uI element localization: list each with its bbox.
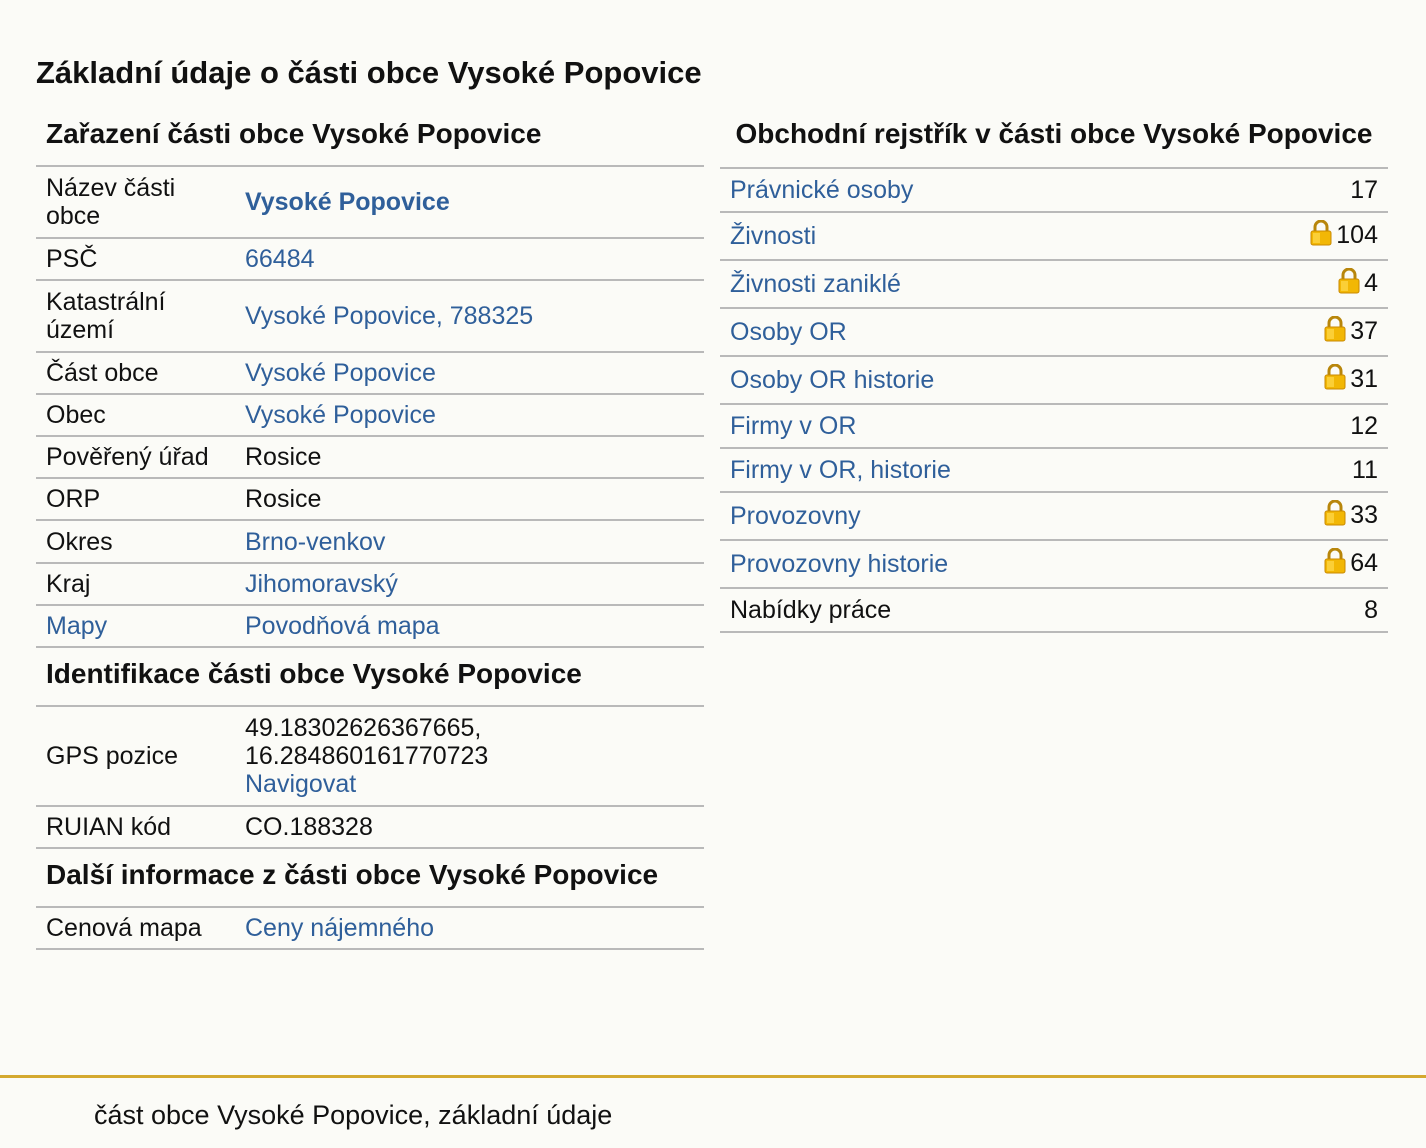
registry-count: 104 bbox=[1336, 221, 1378, 249]
table-row bbox=[720, 448, 1388, 492]
row-label: Okres bbox=[36, 520, 235, 563]
row-label: Pověřený úřad bbox=[36, 436, 235, 478]
registry-count: 33 bbox=[1350, 501, 1378, 529]
registry-link[interactable]: Provozovny bbox=[730, 502, 861, 530]
row-value bbox=[235, 238, 704, 280]
registry-count: 4 bbox=[1364, 269, 1378, 297]
table-row bbox=[36, 908, 704, 949]
registry-count: 31 bbox=[1350, 365, 1378, 393]
registry-link[interactable]: Osoby OR bbox=[730, 318, 847, 346]
row-label: RUIAN kód bbox=[36, 806, 235, 848]
registry-count: 12 bbox=[1350, 412, 1378, 440]
registry-count-cell bbox=[1210, 356, 1388, 404]
lock-icon bbox=[1338, 268, 1360, 300]
table-row bbox=[720, 356, 1388, 404]
table-row bbox=[36, 238, 704, 280]
identification-table bbox=[36, 707, 704, 849]
table-row bbox=[36, 167, 704, 238]
registry-label bbox=[720, 212, 1210, 260]
classification-title: Zařazení části obce Vysoké Popovice bbox=[36, 108, 704, 167]
table-row bbox=[36, 806, 704, 848]
classification-table bbox=[36, 167, 704, 648]
row-value bbox=[235, 707, 704, 806]
footer-divider bbox=[0, 1075, 1426, 1078]
registry-count: 17 bbox=[1350, 176, 1378, 204]
row-label: Kraj bbox=[36, 563, 235, 605]
row-label: PSČ bbox=[36, 238, 235, 280]
lock-icon bbox=[1324, 364, 1346, 396]
table-row bbox=[36, 520, 704, 563]
table-row bbox=[36, 352, 704, 394]
part-name-link[interactable]: Vysoké Popovice bbox=[245, 188, 450, 216]
registry-count: 64 bbox=[1350, 549, 1378, 577]
more-info-table bbox=[36, 908, 704, 950]
registry-count-cell bbox=[1210, 169, 1388, 212]
table-row bbox=[36, 605, 704, 647]
registry-link[interactable]: Provozovny historie bbox=[730, 550, 949, 578]
maps-link[interactable]: Mapy bbox=[46, 612, 108, 640]
table-row bbox=[36, 478, 704, 520]
page-title: Základní údaje o části obce Vysoké Popovice bbox=[36, 55, 702, 90]
table-row bbox=[36, 436, 704, 478]
table-row bbox=[720, 540, 1388, 588]
registry-label bbox=[720, 404, 1210, 448]
registry-count-cell bbox=[1210, 308, 1388, 356]
table-row bbox=[36, 280, 704, 352]
row-label: Název části obce bbox=[36, 167, 235, 238]
row-label: Katastrální území bbox=[36, 280, 235, 352]
row-label: Cenová mapa bbox=[36, 908, 235, 949]
footer-text: část obce Vysoké Popovice, základní údaje bbox=[94, 1100, 613, 1130]
row-value bbox=[235, 605, 704, 647]
registry-count: 37 bbox=[1350, 317, 1378, 345]
registry-label bbox=[720, 588, 1210, 632]
rent-prices-link[interactable]: Ceny nájemného bbox=[245, 914, 435, 942]
row-label bbox=[36, 605, 235, 647]
registry-count: 11 bbox=[1352, 456, 1378, 484]
registry-count-cell bbox=[1210, 404, 1388, 448]
psc-link[interactable]: 66484 bbox=[245, 245, 315, 273]
registry-link[interactable]: Právnické osoby bbox=[730, 176, 914, 204]
registry-link[interactable]: Firmy v OR, historie bbox=[730, 456, 951, 484]
registry-count-cell bbox=[1210, 540, 1388, 588]
row-value: Rosice bbox=[235, 478, 704, 520]
registry-label bbox=[720, 448, 1210, 492]
row-label: ORP bbox=[36, 478, 235, 520]
registry-count-cell bbox=[1210, 212, 1388, 260]
registry-count-cell bbox=[1210, 588, 1388, 632]
registry-title: Obchodní rejstřík v části obce Vysoké Popovice bbox=[720, 108, 1388, 169]
row-value bbox=[235, 280, 704, 352]
table-row bbox=[720, 404, 1388, 448]
registry-label-text: Nabídky práce bbox=[730, 596, 892, 624]
navigate-link[interactable]: Navigovat bbox=[245, 770, 357, 798]
registry-label bbox=[720, 260, 1210, 308]
cadastral-link[interactable]: Vysoké Popovice, 788325 bbox=[245, 302, 534, 330]
row-value bbox=[235, 908, 704, 949]
row-value bbox=[235, 563, 704, 605]
right-column bbox=[720, 108, 1388, 633]
registry-link[interactable]: Živnosti zaniklé bbox=[730, 270, 901, 298]
registry-label bbox=[720, 356, 1210, 404]
registry-link[interactable]: Živnosti bbox=[730, 222, 817, 250]
table-row bbox=[720, 492, 1388, 540]
row-label: Část obce bbox=[36, 352, 235, 394]
registry-count-cell bbox=[1210, 448, 1388, 492]
row-value bbox=[235, 520, 704, 563]
registry-table bbox=[720, 169, 1388, 633]
registry-label bbox=[720, 492, 1210, 540]
row-value bbox=[235, 167, 704, 238]
registry-label bbox=[720, 169, 1210, 212]
registry-link[interactable]: Firmy v OR bbox=[730, 412, 857, 440]
part-link[interactable]: Vysoké Popovice bbox=[245, 359, 436, 387]
lock-icon bbox=[1310, 220, 1332, 252]
row-value bbox=[235, 352, 704, 394]
registry-label bbox=[720, 540, 1210, 588]
left-column bbox=[36, 108, 704, 950]
registry-count-cell bbox=[1210, 260, 1388, 308]
registry-count: 8 bbox=[1364, 596, 1378, 624]
table-row bbox=[720, 260, 1388, 308]
lock-icon bbox=[1324, 548, 1346, 580]
gps-longitude: 16.284860161770723 bbox=[245, 742, 489, 770]
flood-map-link[interactable]: Povodňová mapa bbox=[245, 612, 440, 640]
table-row bbox=[36, 563, 704, 605]
region-link[interactable]: Jihomoravský bbox=[245, 570, 398, 598]
table-row bbox=[36, 394, 704, 436]
identification-title: Identifikace části obce Vysoké Popovice bbox=[36, 648, 704, 707]
table-row bbox=[720, 169, 1388, 212]
lock-icon bbox=[1324, 500, 1346, 532]
row-label: Obec bbox=[36, 394, 235, 436]
table-row bbox=[720, 212, 1388, 260]
more-info-title: Další informace z části obce Vysoké Popovice bbox=[36, 849, 704, 908]
row-value: Rosice bbox=[235, 436, 704, 478]
registry-count-cell bbox=[1210, 492, 1388, 540]
district-link[interactable]: Brno-venkov bbox=[245, 527, 386, 556]
row-value bbox=[235, 394, 704, 436]
table-row bbox=[720, 308, 1388, 356]
gps-latitude: 49.18302626367665, bbox=[245, 714, 482, 742]
lock-icon bbox=[1324, 316, 1346, 348]
table-row bbox=[720, 588, 1388, 632]
municipality-link[interactable]: Vysoké Popovice bbox=[245, 401, 436, 429]
registry-link[interactable]: Osoby OR historie bbox=[730, 366, 935, 394]
registry-label bbox=[720, 308, 1210, 356]
row-value: CO.188328 bbox=[235, 806, 704, 848]
row-label: GPS pozice bbox=[36, 707, 235, 806]
table-row bbox=[36, 707, 704, 806]
